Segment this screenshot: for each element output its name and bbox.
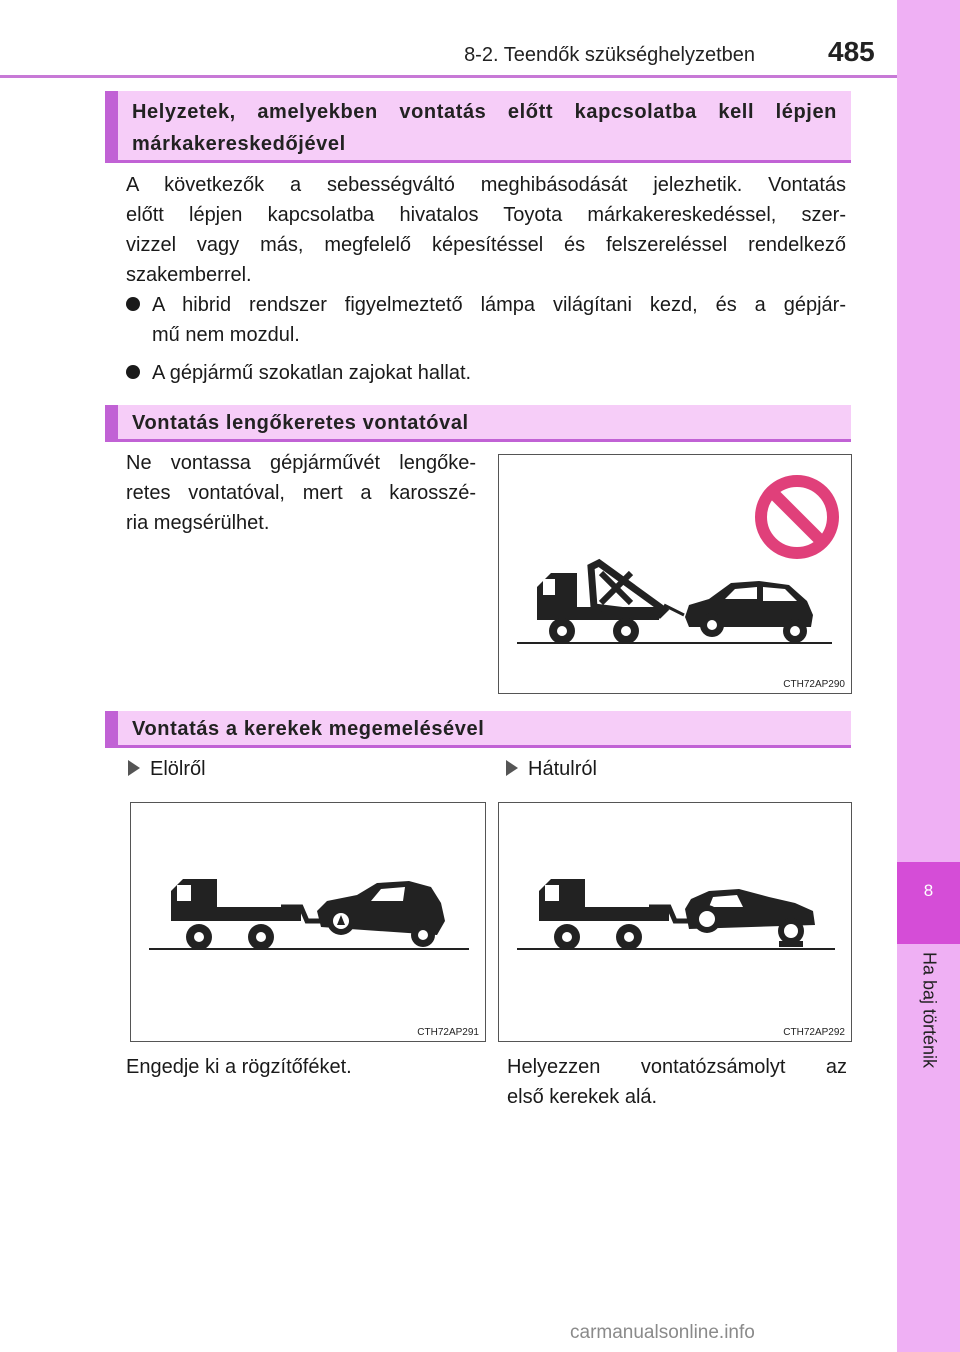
para-line: A következők a sebességváltó meghibásodását jelezhetik. Vontatás [126,174,846,196]
sling-tow-illustration [499,455,851,693]
figure-code: CTH72AP290 [783,679,845,690]
sling-tow-warning [126,448,476,538]
chapter-sidebar [897,0,960,1352]
wheel-lift-front-illustration [131,803,485,1041]
label-from-front [128,758,206,781]
caption-line: Helyezzen vontatózsámolyt az [507,1056,847,1078]
header-rule [0,75,897,78]
label-text: Elölről [150,758,206,780]
figure-code: CTH72AP292 [783,1027,845,1038]
heading-line-1: Helyzetek, amelyekben vontatás előtt kapcsolatba kell lépjen [132,101,837,123]
para-line: vizzel vagy más, megfelelő képesítéssel és felszereléssel rendelkező [126,234,846,256]
tow-truck-icon [539,879,699,950]
play-arrow-icon [506,760,518,776]
prohibition-icon [761,481,833,553]
intro-paragraph [126,170,846,290]
bullet-marker [126,290,150,320]
bullet-item [152,358,846,388]
bullet-line: mű nem mozdul. [152,324,300,346]
para-line: retes vontatóval, mert a karosszé- [126,482,476,504]
caption-line: első kerekek alá. [507,1086,658,1108]
para-line: ria megsérülhet. [126,512,270,534]
wheel-lift-rear-illustration [499,803,851,1041]
chapter-title-vertical: Ha baj történik [919,952,940,1069]
figure-code: CTH72AP291 [417,1027,479,1038]
header-section-title: 8-2. Teendők szükséghelyzetben [464,44,755,66]
page-number: 485 [828,36,875,67]
tow-truck-icon [537,563,684,644]
figure-sling-tow [498,454,852,694]
play-arrow-icon [128,760,140,776]
label-text: Hátulról [528,758,597,780]
car-icon [685,581,813,643]
section-heading-wheel-lift: Vontatás a kerekek megemelésével [105,711,851,748]
bullet-line: A hibrid rendszer figyelmeztető lámpa világítani kezd, és a gépjár- [152,294,846,316]
heading-line-2: márkakereskedőjével [132,133,346,155]
figure-wheel-lift-front [130,802,486,1042]
bullet-marker [126,358,150,388]
section-heading-contact-dealer [105,91,851,163]
caption-place-dolly [507,1052,847,1112]
car-icon [317,881,445,947]
caption-release-parking-brake: Engedje ki a rögzítőféket. [126,1056,352,1078]
tow-truck-icon [171,879,331,950]
para-line: Ne vontassa gépjárművét lengőke- [126,452,476,474]
para-line: szakemberrel. [126,264,252,286]
para-line: előtt lépjen kapcsolatba hivatalos Toyota márkakereskedéssel, szer- [126,204,846,226]
figure-wheel-lift-rear [498,802,852,1042]
bullet-line: A gépjármű szokatlan zajokat hallat. [152,362,472,384]
bullet-item [152,290,846,350]
watermark: carmanualsonline.info [570,1322,755,1343]
section-heading-sling-tow: Vontatás lengőkeretes vontatóval [105,405,851,442]
chapter-number-tab: 8 [897,862,960,944]
car-icon [685,889,815,947]
label-from-rear [506,758,597,781]
